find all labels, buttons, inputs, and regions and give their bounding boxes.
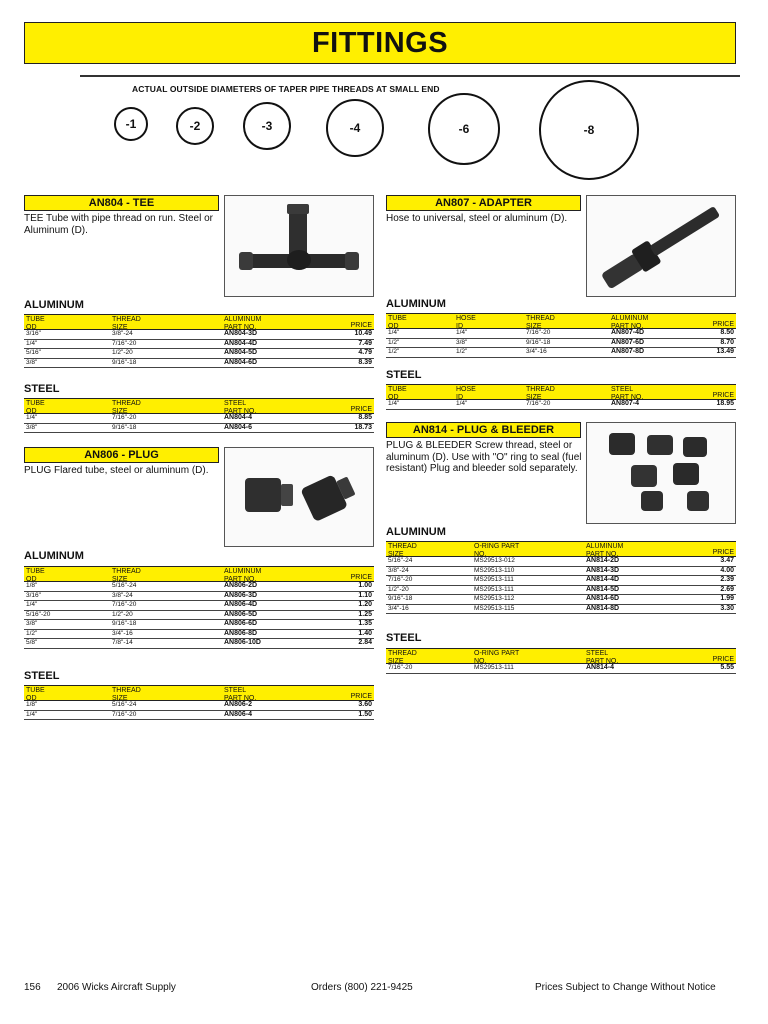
part-number-cell: AN804-5D (224, 349, 258, 356)
table-cell: 7/16"-20 (112, 414, 137, 421)
column-header: PRICE (350, 693, 372, 700)
price-cell: 18.73 (354, 423, 372, 431)
table-cell: MS29513-012 (474, 557, 515, 564)
table-row (24, 582, 374, 592)
table-cell: 1/4" (26, 339, 38, 347)
an804-steel-label: STEEL (24, 383, 60, 395)
thread-circle-label: -3 (261, 119, 273, 133)
table-row (24, 592, 374, 602)
part-number-cell: AN807-6D (611, 338, 645, 346)
footer-notice: Prices Subject to Change Without Notice (535, 982, 716, 993)
part-number-cell: AN806-2D (224, 582, 258, 589)
column-header: HOSE ID (456, 315, 476, 330)
price-cell: 3.47 (720, 557, 734, 564)
column-header: THREAD SIZE (526, 386, 555, 401)
price-cell: 3.30 (720, 604, 734, 612)
price-cell: 1.00 (358, 582, 372, 589)
column-header: THREAD SIZE (112, 400, 141, 415)
an814-photo (586, 422, 736, 524)
column-header: HOSE ID (456, 386, 476, 401)
table-cell: 1/2" (388, 348, 400, 355)
table-cell: 9/16"-18 (388, 595, 413, 602)
column-header: THREAD SIZE (112, 568, 141, 583)
an806-steel-label: STEEL (24, 670, 60, 682)
price-cell: 2.69 (720, 585, 734, 593)
table-header (24, 314, 374, 330)
price-cell: 3.60 (358, 701, 372, 708)
table-header (24, 566, 374, 582)
an804-description: TEE Tube with pipe thread on run. Steel or Aluminum (D). (24, 213, 213, 236)
table-cell: 9/16"-18 (112, 620, 137, 627)
table-row (24, 620, 374, 630)
column-header: PRICE (350, 406, 372, 413)
table-row (24, 701, 374, 711)
table-cell: 1/8" (26, 582, 38, 589)
part-number-cell: AN814-5D (586, 585, 620, 593)
table-row (24, 414, 374, 424)
column-header: THREAD SIZE (112, 316, 141, 331)
table-cell: 1/4" (456, 400, 468, 407)
price-cell: 5.55 (720, 664, 734, 671)
table-cell: 3/8" (26, 620, 38, 627)
table-row (386, 557, 736, 567)
table-row (24, 330, 374, 340)
table-cell: 5/8" (26, 639, 38, 646)
part-number-cell: AN814-4D (586, 576, 620, 583)
table-cell: 9/16"-18 (112, 358, 137, 366)
price-cell: 8.50 (720, 329, 734, 336)
page-title-banner (24, 22, 736, 64)
table-cell: 7/16"-20 (112, 601, 137, 608)
table-row (386, 586, 736, 596)
thread-circle (326, 99, 384, 157)
table-cell: MS29513-111 (474, 585, 514, 593)
an814-aluminum-table (386, 541, 736, 614)
part-number-cell: AN804-4 (224, 414, 253, 421)
price-cell: 4.79 (358, 349, 372, 356)
table-cell: 7/16"-20 (388, 576, 413, 583)
column-header: PRICE (712, 392, 734, 399)
part-number-cell: AN814-4 (586, 664, 615, 671)
table-row (24, 711, 374, 721)
table-cell: 1/4" (26, 601, 38, 608)
column-header: ALUMINUM PART NO. (224, 568, 262, 583)
price-cell: 1.25 (358, 610, 372, 618)
part-number-cell: AN807-8D (611, 348, 645, 355)
table-cell: 3/4"-16 (112, 629, 133, 637)
table-row (386, 329, 736, 339)
part-number-cell: AN806-4 (224, 710, 253, 718)
price-cell: 18.95 (716, 400, 734, 407)
an807-description: Hose to universal, steel or aluminum (D). (386, 213, 568, 224)
an804-aluminum-table (24, 314, 374, 368)
part-number-cell: AN807-4 (611, 400, 640, 407)
column-header: TUBE OD (388, 315, 407, 330)
part-number-cell: AN814-3D (586, 566, 620, 574)
an814-title: AN814 - PLUG & BLEEDER (386, 422, 581, 438)
column-header: O-RING PART NO. (474, 650, 520, 665)
table-cell: MS29513-111 (474, 664, 514, 671)
column-header: PRICE (712, 549, 734, 556)
table-cell: 3/8" (26, 358, 38, 366)
column-header: TUBE OD (26, 316, 45, 331)
column-header: ALUMINUM PART NO. (224, 316, 262, 331)
part-number-cell: AN814-8D (586, 604, 620, 612)
column-header: STEEL PART NO. (586, 650, 619, 665)
table-header (24, 685, 374, 701)
thread-circle (243, 102, 291, 150)
thread-circle-label: -8 (583, 123, 595, 137)
table-cell: 7/16"-20 (388, 664, 413, 671)
divider-rule (80, 75, 740, 77)
column-header: THREAD SIZE (112, 687, 141, 702)
price-cell: 1.50 (358, 710, 372, 718)
an814-steel-table (386, 648, 736, 674)
table-cell: 7/16"-20 (112, 710, 137, 718)
table-cell: 3/8" (26, 423, 38, 431)
table-cell: 3/8"-24 (388, 566, 409, 574)
table-row (386, 595, 736, 605)
part-number-cell: AN806-3D (224, 591, 258, 599)
table-cell: 1/4" (388, 400, 400, 407)
table-header (386, 541, 736, 557)
column-header: THREAD SIZE (526, 315, 555, 330)
an806-aluminum-table (24, 566, 374, 649)
price-cell: 4.00 (720, 566, 734, 574)
column-header: PRICE (350, 574, 372, 581)
column-header: STEEL PART NO. (611, 386, 644, 401)
thread-circle (539, 80, 639, 180)
table-row (386, 348, 736, 358)
table-cell: 1/2"-20 (388, 585, 409, 593)
thread-circle (428, 93, 500, 165)
table-header (386, 648, 736, 664)
column-header: ALUMINUM PART NO. (586, 543, 624, 558)
table-cell: 3/4"-16 (388, 604, 409, 612)
table-cell: 1/2" (388, 338, 400, 346)
table-cell: 3/4"-16 (526, 348, 547, 355)
table-cell: 5/16"-24 (388, 557, 413, 564)
table-cell: 7/16"-20 (526, 329, 551, 336)
an804-title: AN804 - TEE (24, 195, 219, 211)
an814-steel-label: STEEL (386, 632, 422, 644)
table-header (24, 398, 374, 414)
thread-circle-label: -2 (189, 119, 201, 133)
table-cell: 5/16"-20 (26, 610, 51, 618)
thread-circle-label: -4 (349, 121, 361, 135)
an804-steel-table (24, 398, 374, 433)
table-row (24, 359, 374, 369)
an807-aluminum-table (386, 313, 736, 358)
price-cell: 1.10 (358, 591, 372, 599)
an806-steel-table (24, 685, 374, 720)
table-cell: 9/16"-18 (526, 338, 551, 346)
price-cell: 8.85 (358, 414, 372, 421)
an807-steel-label: STEEL (386, 369, 422, 381)
price-cell: 10.49 (354, 330, 372, 337)
table-row (386, 400, 736, 410)
thread-circle-label: -1 (125, 117, 137, 131)
thread-circle (114, 107, 148, 141)
part-number-cell: AN804-6 (224, 423, 253, 431)
part-number-cell: AN807-4D (611, 329, 645, 336)
table-cell: 3/8"-24 (112, 330, 133, 337)
an806-title: AN806 - PLUG (24, 447, 219, 463)
price-cell: 7.49 (358, 339, 372, 347)
part-number-cell: AN804-4D (224, 339, 258, 347)
page-title: FITTINGS (311, 26, 449, 59)
table-row (24, 340, 374, 350)
part-number-cell: AN806-6D (224, 620, 258, 627)
footer-catalog: 2006 Wicks Aircraft Supply (57, 982, 176, 993)
table-cell: 5/16"-24 (112, 582, 137, 589)
table-cell: 3/8"-24 (112, 591, 133, 599)
an807-steel-table (386, 384, 736, 410)
part-number-cell: AN814-2D (586, 557, 620, 564)
diameters-caption: ACTUAL OUTSIDE DIAMETERS OF TAPER PIPE THREADS AT SMALL END (132, 84, 440, 94)
table-cell: MS29513-111 (474, 576, 514, 583)
price-cell: 1.35 (358, 620, 372, 627)
footer-page-number: 156 (24, 982, 41, 993)
table-cell: 5/16"-24 (112, 701, 137, 708)
price-cell: 1.40 (358, 629, 372, 637)
an807-title: AN807 - ADAPTER (386, 195, 581, 211)
table-cell: 3/16" (26, 330, 41, 337)
table-cell: 7/16"-20 (526, 400, 551, 407)
table-cell: 1/8" (26, 701, 38, 708)
table-cell: 7/8"-14 (112, 639, 133, 646)
an814-description: PLUG & BLEEDER Screw thread, steel or aluminum (D). Use with "O" ring to seal (fuel resistant) Plug and bleeder sold separately. (386, 440, 582, 474)
part-number-cell: AN804-6D (224, 358, 258, 366)
part-number-cell: AN804-3D (224, 330, 258, 337)
table-row (24, 601, 374, 611)
table-row (24, 424, 374, 434)
an807-aluminum-label: ALUMINUM (386, 298, 446, 310)
an806-photo (224, 447, 374, 547)
table-row (386, 605, 736, 615)
table-header (386, 384, 736, 400)
column-header: STEEL PART NO. (224, 687, 257, 702)
column-header: STEEL PART NO. (224, 400, 257, 415)
column-header: THREAD SIZE (388, 543, 417, 558)
thread-circle-label: -6 (458, 122, 470, 136)
part-number-cell: AN806-4D (224, 601, 258, 608)
table-cell: 3/8" (456, 338, 468, 346)
table-cell: 1/2" (456, 348, 468, 355)
table-cell: 1/4" (388, 329, 400, 336)
an806-description: PLUG Flared tube, steel or aluminum (D). (24, 465, 209, 476)
table-cell: 1/4" (26, 710, 38, 718)
table-row (24, 630, 374, 640)
thread-circle (176, 107, 214, 145)
column-header: TUBE OD (26, 400, 45, 415)
table-cell: 1/4" (26, 414, 38, 421)
table-row (24, 611, 374, 621)
table-row (386, 664, 736, 674)
part-number-cell: AN806-8D (224, 629, 258, 637)
table-row (24, 349, 374, 359)
price-cell: 8.70 (720, 338, 734, 346)
table-cell: MS29513-115 (474, 604, 515, 612)
price-cell: 2.39 (720, 576, 734, 583)
table-row (24, 639, 374, 649)
table-cell: 7/16"-20 (112, 339, 137, 347)
column-header: TUBE OD (388, 386, 407, 401)
table-cell: 1/4" (456, 329, 468, 336)
price-cell: 2.84 (358, 639, 372, 646)
an807-photo (586, 195, 736, 297)
table-row (386, 339, 736, 349)
an804-photo (224, 195, 374, 297)
table-header (386, 313, 736, 329)
table-row (386, 567, 736, 577)
column-header: PRICE (712, 656, 734, 663)
table-cell: 1/2"-20 (112, 610, 133, 618)
column-header: PRICE (712, 321, 734, 328)
table-cell: 1/2"-20 (112, 349, 133, 356)
part-number-cell: AN806-5D (224, 610, 258, 618)
table-cell: 3/16" (26, 591, 41, 599)
an806-aluminum-label: ALUMINUM (24, 550, 84, 562)
price-cell: 1.20 (358, 601, 372, 608)
table-cell: 5/16" (26, 349, 41, 356)
column-header: THREAD SIZE (388, 650, 417, 665)
column-header: TUBE OD (26, 568, 45, 583)
table-row (386, 576, 736, 586)
part-number-cell: AN806-2 (224, 701, 253, 708)
column-header: O-RING PART NO. (474, 543, 520, 558)
an804-aluminum-label: ALUMINUM (24, 299, 84, 311)
price-cell: 8.39 (358, 358, 372, 366)
column-header: ALUMINUM PART NO. (611, 315, 649, 330)
table-cell: 9/16"-18 (112, 423, 137, 431)
table-cell: MS29513-112 (474, 595, 515, 602)
column-header: TUBE OD (26, 687, 45, 702)
table-cell: 1/2" (26, 629, 38, 637)
column-header: PRICE (350, 322, 372, 329)
price-cell: 13.49 (716, 348, 734, 355)
part-number-cell: AN814-6D (586, 595, 620, 602)
an814-aluminum-label: ALUMINUM (386, 526, 446, 538)
part-number-cell: AN806-10D (224, 639, 261, 646)
price-cell: 1.99 (720, 595, 734, 602)
footer-orders: Orders (800) 221-9425 (311, 982, 413, 993)
table-cell: MS29513-110 (474, 566, 515, 574)
